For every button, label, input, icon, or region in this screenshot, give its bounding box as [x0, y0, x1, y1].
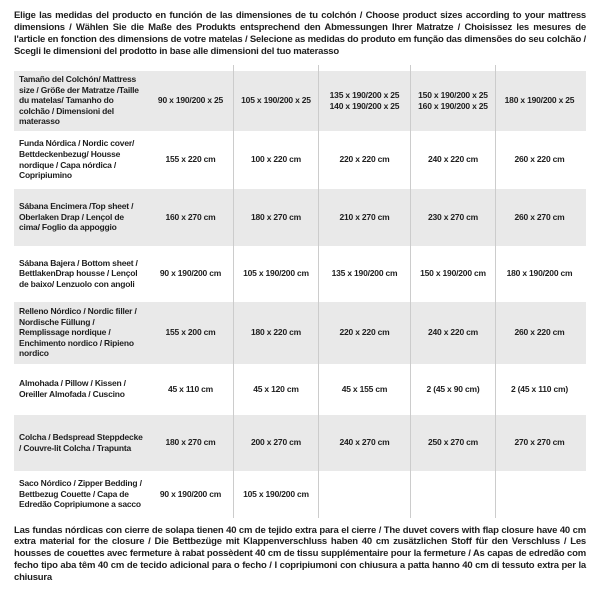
- cell-value-line: 180 x 270 cm: [165, 437, 216, 448]
- table-cell: [410, 364, 495, 415]
- row-label: [14, 189, 148, 246]
- cell-value-line: 105 x 190/200 cm: [243, 268, 309, 279]
- table-cell: [148, 131, 233, 189]
- table-cell: [148, 364, 233, 415]
- table-cell: [148, 302, 233, 364]
- table-row-mattress-size: [14, 71, 586, 131]
- cell-value-line: 230 x 270 cm: [427, 211, 479, 222]
- table-cell: [233, 471, 318, 518]
- cell-value-line: 260 x 220 cm: [514, 327, 565, 338]
- row-label: [14, 471, 148, 518]
- row-label: [14, 71, 148, 131]
- table-row-pillow: [14, 364, 586, 415]
- cell-value-line: 2 (45 x 90 cm): [426, 383, 480, 394]
- cell-value-line: 180 x 190/200 cm: [506, 268, 573, 279]
- row-label: [14, 302, 148, 364]
- row-label: [14, 415, 148, 471]
- table-cell: [233, 364, 318, 415]
- table-cell: [233, 131, 318, 189]
- table-cell: [495, 364, 583, 415]
- table-cell: [318, 364, 410, 415]
- table-row-bottom-sheet: [14, 246, 586, 302]
- cell-value-line: 2 (45 x 110 cm): [510, 383, 568, 394]
- table-cell: [148, 415, 233, 471]
- cell-value-line: 220 x 220 cm: [339, 327, 390, 338]
- table-cell: [318, 302, 410, 364]
- table-cell: [148, 471, 233, 518]
- cell-value-line: 135 x 190/200 cm: [331, 268, 398, 279]
- cell-value-line: 260 x 270 cm: [514, 211, 565, 222]
- table-cell: [318, 246, 410, 302]
- row-label-text: Sábana Encimera /Top sheet / Oberlaken Drap / Lençol de cima/ Foglio da appoggio: [19, 201, 134, 233]
- cell-value-line: 240 x 270 cm: [339, 437, 390, 448]
- cell-value-line: 90 x 190/200 x 25: [157, 95, 224, 106]
- table-row-duvet-cover: [14, 131, 586, 189]
- table-cell: [410, 415, 495, 471]
- table-row-bedspread: [14, 415, 586, 471]
- cell-value-line: 240 x 220 cm: [427, 327, 479, 338]
- row-label-text: Sábana Bajera / Bottom sheet / BettlakenDrap housse / Lençol de baixo/ Lenzuolo con angoli: [19, 257, 138, 289]
- table-cell: [233, 71, 318, 131]
- cell-value-line: 45 x 155 cm: [341, 383, 388, 394]
- table-cell: [495, 131, 583, 189]
- cell-value-line: 90 x 190/200 cm: [159, 488, 222, 499]
- table-row-nordic-filler: [14, 302, 586, 364]
- table-cell: [495, 302, 583, 364]
- table-cell-empty: [410, 471, 495, 518]
- intro-text: Elige las medidas del producto en función de las dimensiones de tu colchón / Choose product sizes according to your mattress dimensions / Wählen Sie die Maße des Produkts entsprechend den Abmessungen Ihrer Matratze / Choisissez les mesures de l'article en fonction des dimensions de votre matelas / Selecione as medidas do produto em função das dimensões do seu colchão / Scegli le dimensioni del prodotto in base alle dimensioni del tuo materasso: [14, 10, 586, 57]
- table-cell: [148, 246, 233, 302]
- row-label: [14, 246, 148, 302]
- cell-value-line: 200 x 270 cm: [250, 437, 302, 448]
- table-cell: [318, 71, 410, 131]
- cell-value-line: 160 x 190/200 x 25: [418, 100, 488, 111]
- cell-value-line: 180 x 220 cm: [250, 327, 302, 338]
- cell-value-line: 155 x 200 cm: [165, 327, 216, 338]
- cell-value-line: 105 x 190/200 cm: [243, 488, 309, 499]
- cell-value-line: 260 x 220 cm: [514, 154, 565, 165]
- cell-value-line: 220 x 220 cm: [339, 154, 390, 165]
- cell-value-line: 160 x 270 cm: [165, 211, 216, 222]
- footer-note: Las fundas nórdicas con cierre de solapa tienen 40 cm de tejido extra para el cierre / The duvet covers with flap closure have 40 cm extra material for the closure / Die Bettbezüge mit Klappenverschluss haben 40 cm zusätzlichen Stoff für den Verschluss / Les housses de couettes avec fermeture à rabat possèdent 40 cm de tissu supplémentaire pour la fermeture / As capas de edredão com fecho tipo aba têm 40 cm de tecido adicional para o fecho / I copripiumoni con chiusura a patta hanno 40 cm di tessuto extra per la chiusura: [14, 524, 586, 583]
- cell-value-line: 100 x 220 cm: [250, 154, 302, 165]
- row-label-text: Almohada / Pillow / Kissen / Oreiller Almofada / Cuscino: [19, 378, 126, 399]
- cell-value-line: 270 x 270 cm: [514, 437, 565, 448]
- table-cell: [148, 71, 233, 131]
- table-cell: [495, 246, 583, 302]
- table-cell: [318, 415, 410, 471]
- row-label-text: Saco Nórdico / Zipper Bedding / Bettbezug Couette / Capa de Edredão Copripiumone a sacco: [19, 478, 142, 510]
- cell-value-line: 140 x 190/200 x 25: [329, 100, 400, 111]
- cell-value-line: 210 x 270 cm: [339, 211, 390, 222]
- table-cell: [233, 302, 318, 364]
- table-cell: [495, 189, 583, 246]
- table-cell: [233, 415, 318, 471]
- cell-value-line: 180 x 190/200 x 25: [504, 95, 575, 106]
- table-cell: [495, 415, 583, 471]
- table-row-zipper-bedding: [14, 471, 586, 518]
- table-cell: [233, 189, 318, 246]
- cell-value-line: 90 x 190/200 cm: [159, 268, 222, 279]
- row-label-text: Tamaño del Colchón/ Mattress size / Größe der Matratze /Taille du matelas/ Tamanho do colchão / Dimensioni del materasso: [19, 73, 139, 127]
- table-cell: [318, 189, 410, 246]
- cell-value-line: 155 x 220 cm: [165, 154, 216, 165]
- table-cell: [410, 131, 495, 189]
- table-cell: [410, 302, 495, 364]
- cell-value-line: 150 x 190/200 x 25: [418, 89, 488, 100]
- row-label: [14, 364, 148, 415]
- table-cell: [410, 246, 495, 302]
- row-label: [14, 131, 148, 189]
- table-cell: [233, 246, 318, 302]
- cell-value-line: 45 x 110 cm: [167, 383, 214, 394]
- cell-value-line: 250 x 270 cm: [427, 437, 479, 448]
- table-cell: [318, 131, 410, 189]
- table-cell: [495, 71, 583, 131]
- table-cell: [410, 189, 495, 246]
- table-cell: [410, 71, 495, 131]
- table-cell-empty: [318, 471, 410, 518]
- cell-value-line: 135 x 190/200 x 25: [329, 89, 400, 100]
- row-label-text: Relleno Nórdico / Nordic filler / Nordische Füllung / Remplissage nordique / Enchimento nordico / Ripieno nordico: [19, 305, 137, 359]
- row-label-text: Funda Nórdica / Nordic cover/ Bettdeckenbezug/ Housse nordique / Capa nórdica / Copripiumino: [19, 138, 135, 181]
- size-table: [14, 65, 586, 518]
- cell-value-line: 150 x 190/200 cm: [420, 268, 486, 279]
- table-row-top-sheet: [14, 189, 586, 246]
- cell-value-line: 45 x 120 cm: [253, 383, 299, 394]
- row-label-text: Colcha / Bedspread Steppdecke / Couvre-lit Colcha / Trapunta: [19, 431, 143, 453]
- table-cell-empty: [495, 471, 583, 518]
- cell-value-line: 180 x 270 cm: [250, 211, 302, 222]
- cell-value-line: 240 x 220 cm: [427, 154, 479, 165]
- table-cell: [148, 189, 233, 246]
- cell-value-line: 105 x 190/200 x 25: [241, 95, 311, 106]
